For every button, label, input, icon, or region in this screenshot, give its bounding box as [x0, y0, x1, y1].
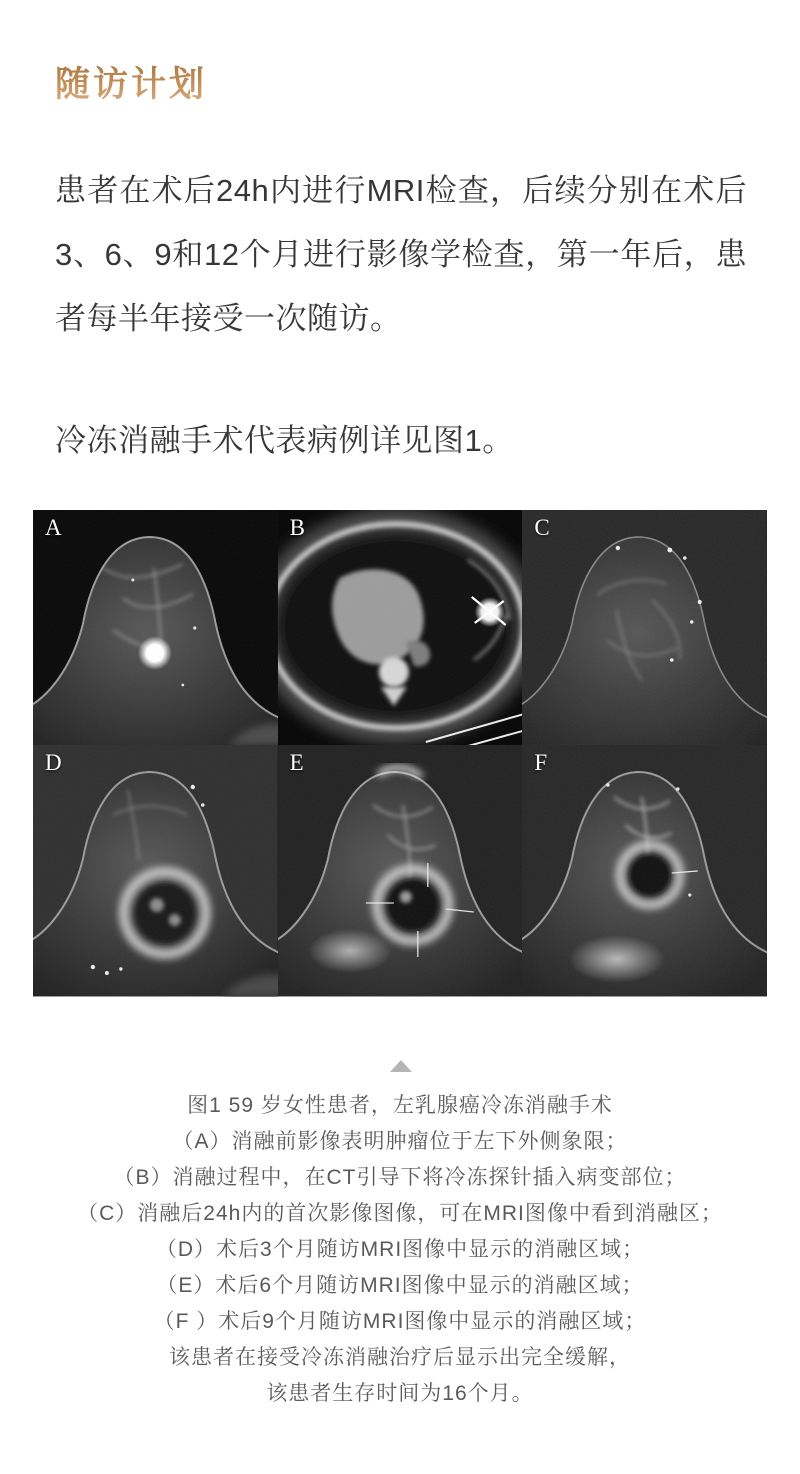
body-paragraph: 患者在术后24h内进行MRI检查，后续分别在术后3、6、9和12个月进行影像学检查，第一年后，患者每半年接受一次随访。	[55, 173, 747, 336]
figure-panel-d[interactable]	[33, 745, 278, 997]
panel-label-d: D	[45, 750, 62, 775]
caption-line: （F ）术后9个月随访MRI图像中显示的消融区域；	[153, 1310, 647, 1333]
panel-label-e: E	[289, 750, 304, 775]
caption-line: 该患者在接受冷冻消融治疗后显示出完全缓解，	[169, 1346, 631, 1369]
caption-pointer-icon	[390, 1060, 412, 1072]
panel-label-b: B	[289, 515, 305, 540]
figure-panel-e[interactable]	[278, 745, 523, 997]
panel-label-a: A	[45, 515, 62, 540]
caption-line: 该患者生存时间为16个月。	[266, 1382, 534, 1405]
figure-panel-c[interactable]	[522, 510, 767, 745]
panel-label-c: C	[534, 515, 550, 540]
caption-line: （E）术后6个月随访MRI图像中显示的消融区域；	[156, 1274, 644, 1297]
caption-line: 图1 59 岁女性患者，左乳腺癌冷冻消融手术	[187, 1094, 613, 1117]
caption-line: （A）消融前影像表明肿瘤位于左下外侧象限；	[172, 1130, 628, 1153]
breast-mri-scan	[33, 510, 278, 745]
breast-mri-scan	[522, 745, 767, 997]
ct-scan	[278, 510, 523, 745]
caption-line: （C）消融后24h内的首次影像图像，可在MRI图像中看到消融区；	[77, 1202, 723, 1225]
breast-mri-scan	[33, 745, 278, 997]
body-paragraph: 冷冻消融手术代表病例详见图1。	[55, 423, 514, 458]
figure-panel-f[interactable]	[522, 745, 767, 997]
panel-label-f: F	[534, 750, 548, 775]
caption-line: （B）消融过程中，在CT引导下将冷冻探针插入病变部位；	[113, 1166, 687, 1189]
breast-mri-scan	[278, 745, 523, 997]
figure-panel-b[interactable]	[278, 510, 523, 745]
caption-line: （D）术后3个月随访MRI图像中显示的消融区域；	[155, 1238, 645, 1261]
figure-panel-a[interactable]	[33, 510, 278, 745]
figure-caption	[0, 1088, 800, 1412]
figure-1-image-grid	[33, 510, 767, 997]
page-title: 随访计划	[55, 57, 207, 107]
breast-mri-scan	[522, 510, 767, 745]
